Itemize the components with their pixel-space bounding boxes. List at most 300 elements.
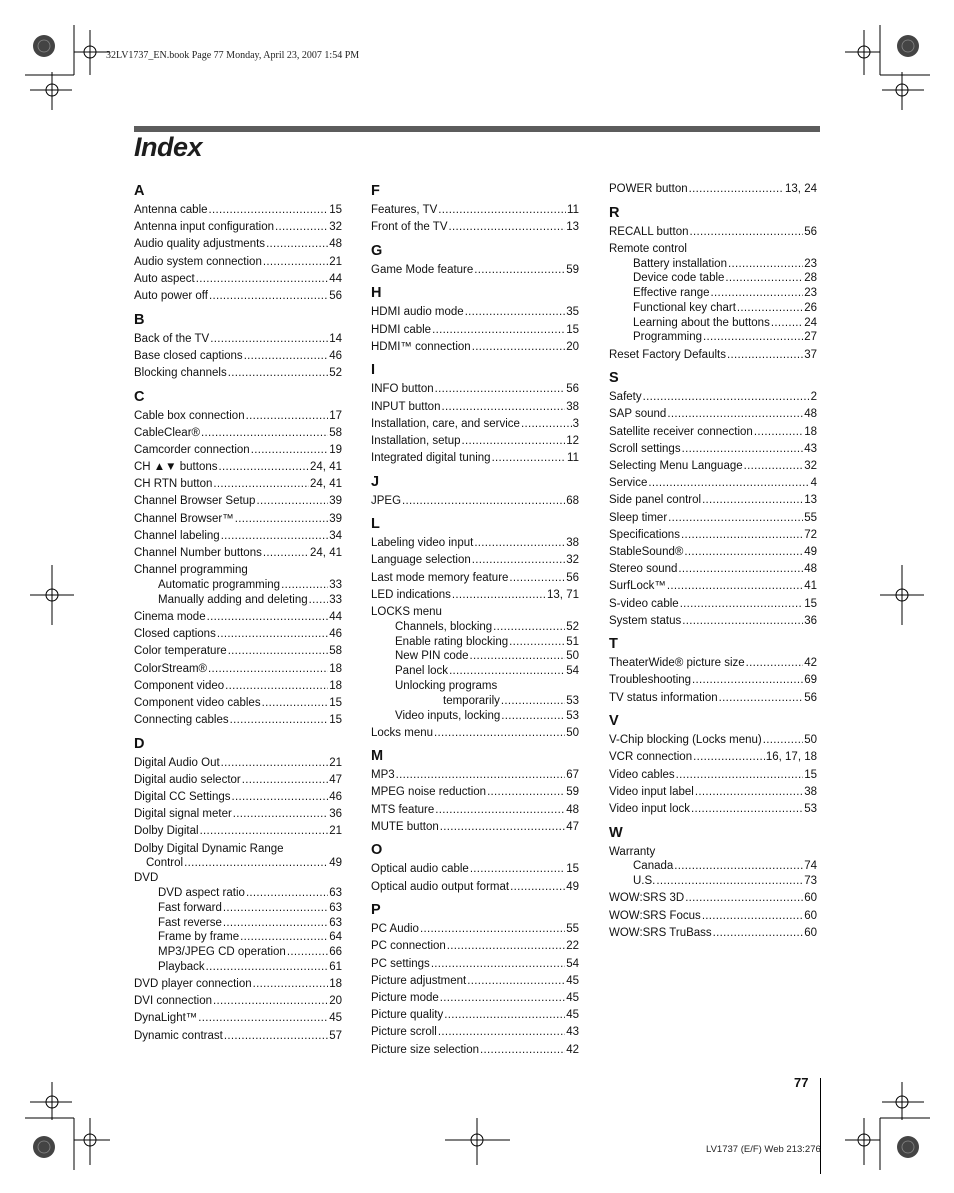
index-entry-term: JPEG <box>371 494 402 507</box>
index-entry <box>134 332 342 347</box>
index-entry-page: 16, 17, 18 <box>765 751 817 764</box>
dot-leader <box>771 316 803 331</box>
index-entry-term: Component video cables <box>134 696 261 709</box>
index-entry <box>371 553 579 568</box>
index-entry-term: MP3/JPEG CD operation <box>158 946 286 959</box>
dot-leader <box>233 807 328 822</box>
dot-leader <box>262 696 329 711</box>
index-entry-page: 60 <box>804 892 817 905</box>
index-entry-page: 15 <box>566 863 579 876</box>
index-entry-term: LOCKS menu <box>371 606 442 619</box>
index-entry-page: 42 <box>566 1043 579 1056</box>
dot-leader <box>763 733 803 748</box>
index-entry-page: 46 <box>329 349 342 362</box>
index-entry <box>134 477 342 492</box>
index-entry <box>609 511 817 526</box>
index-entry-term: WOW:SRS 3D <box>609 892 685 905</box>
index-entry-term: ColorStream® <box>134 662 208 675</box>
index-entry-term: CH ▲▼ buttons <box>134 461 218 474</box>
index-entry-page: 20 <box>329 995 342 1008</box>
index-entry <box>371 922 579 937</box>
dot-leader <box>754 425 803 440</box>
index-entry <box>371 880 579 895</box>
dot-leader <box>200 824 329 839</box>
index-entry-page: 74 <box>804 860 817 873</box>
margin-line <box>820 1078 821 1174</box>
index-letter-heading: I <box>371 362 376 379</box>
dot-leader <box>648 476 809 491</box>
dot-leader <box>678 562 803 577</box>
dot-leader <box>219 460 310 475</box>
index-letter-heading: H <box>371 285 382 302</box>
index-entry-page: 64 <box>329 931 342 944</box>
index-entry-term: Labeling video input <box>371 537 474 550</box>
index-entry-page: 53 <box>566 709 579 722</box>
index-entry <box>609 528 817 543</box>
dot-leader <box>668 511 803 526</box>
index-entry <box>371 203 579 218</box>
index-entry <box>609 926 817 941</box>
index-group-heading <box>371 605 579 620</box>
dot-leader <box>689 182 784 197</box>
dot-leader <box>487 785 565 800</box>
index-entry <box>609 425 817 440</box>
index-entry-term: Auto aspect <box>134 272 195 285</box>
index-entry <box>134 546 342 561</box>
dot-leader <box>246 886 328 901</box>
index-entry <box>134 426 342 441</box>
dot-leader <box>684 545 803 560</box>
index-entry <box>609 802 817 817</box>
index-entry-term: Antenna cable <box>134 204 208 216</box>
index-entry-page: 63 <box>329 916 342 929</box>
index-entry-page: 12 <box>566 434 579 447</box>
index-entry <box>609 459 817 474</box>
index-entry <box>371 991 579 1006</box>
index-entry-term: Auto power off <box>134 289 208 302</box>
index-entry-term: Installation, setup <box>371 434 461 447</box>
index-entry <box>134 627 342 642</box>
index-entry-page: 15 <box>329 696 342 709</box>
index-entry <box>134 349 342 364</box>
dot-leader <box>221 756 329 771</box>
index-entry <box>134 237 342 252</box>
index-entry-term: MP3 <box>371 769 395 782</box>
index-entry-page: 43 <box>566 1026 579 1039</box>
dot-leader <box>246 409 329 424</box>
index-entry-term: HDMI cable <box>371 323 432 336</box>
index-entry-term: Installation, care, and service <box>371 417 520 430</box>
index-entry-page: 55 <box>804 511 817 524</box>
index-letter-heading: P <box>371 902 381 919</box>
dot-leader <box>281 578 328 593</box>
index-entry <box>609 476 817 491</box>
index-entry-term: Channel Browser™ <box>134 512 234 525</box>
dot-leader <box>266 237 328 252</box>
dot-leader <box>449 664 565 679</box>
dot-leader <box>695 785 803 800</box>
dot-leader <box>256 494 328 509</box>
index-entry-term: Picture quality <box>371 1009 444 1022</box>
index-subentry <box>371 709 579 724</box>
index-group-heading <box>609 242 817 257</box>
index-entry-term: Learning about the buttons <box>633 316 770 329</box>
index-entry-page: 20 <box>566 340 579 353</box>
index-entry-term: Camcorder connection <box>134 443 250 456</box>
index-letter-heading: M <box>371 748 384 765</box>
index-entry <box>609 390 817 405</box>
dot-leader <box>470 649 566 664</box>
page-header: 32LV1737_EN.book Page 77 Monday, April 23, 2007 1:54 PM <box>106 50 360 61</box>
dot-leader <box>207 610 329 625</box>
index-entry <box>371 323 579 338</box>
index-entry-page: 18 <box>329 679 342 692</box>
index-subentry <box>134 945 342 960</box>
index-entry-term: DynaLight™ <box>134 1012 198 1025</box>
dot-leader <box>449 220 566 235</box>
index-entry-page: 13, 71 <box>547 588 579 601</box>
dot-leader <box>209 203 329 218</box>
dot-leader <box>184 856 328 871</box>
index-entry <box>134 203 342 218</box>
dot-leader <box>689 225 803 240</box>
index-letter-heading: C <box>134 388 145 405</box>
dot-leader <box>440 991 565 1006</box>
index-entry-term: Base closed captions <box>134 349 243 362</box>
index-entry-term: SAP sound <box>609 408 667 421</box>
dot-leader <box>746 656 804 671</box>
dot-leader <box>702 493 803 508</box>
index-entry <box>134 494 342 509</box>
index-group-heading <box>134 563 342 578</box>
index-entry-page: 49 <box>566 880 579 893</box>
index-entry-page: 32 <box>329 221 342 234</box>
index-entry <box>609 597 817 612</box>
index-entry-page: 33 <box>329 578 342 591</box>
dot-leader <box>209 289 328 304</box>
index-entry-term: Locks menu <box>371 726 434 739</box>
index-letter-heading: T <box>609 636 618 653</box>
dot-leader <box>441 400 565 415</box>
index-entry-term: Dolby Digital <box>134 825 199 838</box>
dot-leader <box>509 571 565 586</box>
dot-leader <box>462 434 566 449</box>
page-number: 77 <box>794 1075 809 1090</box>
index-entry-page: 15 <box>804 597 817 610</box>
index-entry <box>609 182 817 197</box>
index-entry-term: Device code table <box>633 272 725 285</box>
index-column-2 <box>371 182 579 1060</box>
index-entry-term: CableClear® <box>134 426 201 439</box>
dot-leader <box>224 1029 328 1044</box>
index-entry-term: Features, TV <box>371 204 438 216</box>
index-entry-term: INPUT button <box>371 400 441 413</box>
index-entry-page: 63 <box>329 886 342 899</box>
dot-leader <box>213 477 309 492</box>
dot-leader <box>656 874 803 889</box>
index-entry-page: 36 <box>804 614 817 627</box>
index-entry-term: HDMI™ connection <box>371 340 471 353</box>
index-entry-page: 14 <box>329 332 342 345</box>
dot-leader <box>230 713 329 728</box>
index-entry <box>609 691 817 706</box>
dot-leader <box>210 332 328 347</box>
index-entry-page: 4 <box>810 477 817 490</box>
index-entry-term: RECALL button <box>609 225 689 238</box>
dot-leader <box>465 305 566 320</box>
dot-leader <box>702 909 803 924</box>
index-subentry <box>609 874 817 889</box>
index-entry-page: 15 <box>566 323 579 336</box>
index-entry-page: 28 <box>804 272 817 285</box>
dot-leader <box>235 512 328 527</box>
dot-leader <box>396 768 566 783</box>
index-entry-term: Effective range <box>633 287 710 300</box>
index-entry-page: 36 <box>329 808 342 821</box>
index-entry-page: 51 <box>566 635 579 648</box>
dot-leader <box>242 773 328 788</box>
index-entry-page: 47 <box>566 820 579 833</box>
dot-leader <box>228 644 329 659</box>
dot-leader <box>674 859 803 874</box>
index-entry-term: Canada <box>633 860 674 873</box>
index-entry-page: 24 <box>804 316 817 329</box>
index-entry <box>134 790 342 805</box>
index-entry-term: Connecting cables <box>134 714 229 727</box>
dot-leader <box>431 957 565 972</box>
index-entry <box>134 272 342 287</box>
index-entry-term: Channels, blocking <box>395 620 493 633</box>
dot-leader <box>744 459 804 474</box>
index-entry <box>134 366 342 381</box>
index-entry-page: 15 <box>329 714 342 727</box>
index-entry-page: 32 <box>804 460 817 472</box>
index-entry-page: 23 <box>804 257 817 270</box>
index-letter-heading: G <box>371 242 383 259</box>
index-entry-page: 48 <box>566 803 579 816</box>
index-entry-term: Panel lock <box>395 665 449 678</box>
index-entry-term: Cinema mode <box>134 610 206 623</box>
index-letter-heading: A <box>134 183 145 199</box>
index-entry <box>371 588 579 603</box>
index-entry-term: PC settings <box>371 957 430 970</box>
index-entry-page: 49 <box>329 857 342 870</box>
index-entry <box>371 1043 579 1058</box>
index-entry-page: 13 <box>566 221 579 234</box>
dot-leader <box>223 916 328 931</box>
dot-leader <box>727 348 803 363</box>
index-subentry <box>134 930 342 945</box>
index-entry-term: S-video cable <box>609 597 679 610</box>
dot-leader <box>244 349 329 364</box>
index-entry-term: Frame by frame <box>158 931 240 944</box>
index-entry-page: 34 <box>329 529 342 542</box>
index-entry <box>134 994 342 1009</box>
index-entry-page: 46 <box>329 628 342 641</box>
index-letter-heading: L <box>371 516 380 533</box>
dot-leader <box>225 679 328 694</box>
index-letter-heading: S <box>609 370 619 387</box>
index-entry-page: 3 <box>572 417 579 430</box>
index-entry-page: 33 <box>329 593 342 606</box>
index-entry-page: 35 <box>566 306 579 319</box>
index-entry-page: 50 <box>804 734 817 747</box>
index-entry-term: Component video <box>134 679 225 692</box>
dot-leader <box>198 1011 328 1026</box>
index-entry-page: 48 <box>804 408 817 421</box>
index-entry-term: Front of the TV <box>371 221 448 234</box>
index-entry-term: Closed captions <box>134 628 216 641</box>
index-entry-page: 39 <box>329 512 342 525</box>
index-entry-term: Satellite receiver connection <box>609 425 753 438</box>
index-subentry <box>134 916 342 931</box>
index-entry-page: 53 <box>804 803 817 815</box>
dot-leader <box>447 939 565 954</box>
index-entry-term: Fast forward <box>158 901 222 914</box>
index-letter-heading: F <box>371 183 380 199</box>
index-entry-page: 60 <box>804 926 817 939</box>
dot-leader <box>263 255 328 270</box>
index-entry-term: MPEG noise reduction <box>371 786 487 799</box>
dot-leader <box>643 390 810 405</box>
dot-leader <box>470 862 565 877</box>
index-entry <box>609 656 817 671</box>
dot-leader <box>435 382 566 397</box>
index-entry-term: V-Chip blocking (Locks menu) <box>609 734 762 747</box>
index-entry-term: Optical audio cable <box>371 863 469 876</box>
dot-leader <box>232 790 329 805</box>
index-entry-term: WOW:SRS Focus <box>609 909 701 922</box>
index-entry <box>134 512 342 527</box>
dot-leader <box>725 271 803 286</box>
index-entry <box>134 807 342 822</box>
dot-leader <box>682 614 803 629</box>
index-entry <box>371 494 579 509</box>
index-entry <box>371 417 579 432</box>
dot-leader <box>420 922 565 937</box>
index-entry <box>371 862 579 877</box>
index-entry-page: 17 <box>329 409 342 422</box>
index-entry-page: 11 <box>567 452 579 465</box>
index-entry <box>134 644 342 659</box>
dot-leader <box>438 203 566 218</box>
dot-leader <box>474 263 565 278</box>
index-entry-term: HDMI audio mode <box>371 306 464 319</box>
dot-leader <box>196 272 328 287</box>
dot-leader <box>240 930 328 945</box>
dot-leader <box>472 553 565 568</box>
index-entry-term: Manually adding and deleting <box>158 593 308 606</box>
dot-leader <box>223 901 328 916</box>
index-entry-term: Audio system connection <box>134 255 262 268</box>
index-entry-page: 18 <box>329 978 342 991</box>
dot-leader <box>691 802 803 817</box>
index-entry <box>371 400 579 415</box>
index-entry-term: CH RTN button <box>134 478 213 491</box>
index-entry <box>371 536 579 551</box>
index-entry <box>371 939 579 954</box>
index-entry-term: Video inputs, locking <box>395 709 501 722</box>
page-title: Index <box>134 132 203 162</box>
index-entry-page: 50 <box>566 650 579 663</box>
index-entry-term: INFO button <box>371 383 434 396</box>
index-subentry <box>609 330 817 345</box>
index-entry-page: 44 <box>329 610 342 623</box>
index-entry <box>371 1008 579 1023</box>
dot-leader <box>676 768 804 783</box>
dot-leader <box>432 323 565 338</box>
index-entry-term: Channel programming <box>134 564 248 577</box>
index-letter-heading: R <box>609 204 620 221</box>
index-entry-term: Channel Browser Setup <box>134 495 256 508</box>
index-entry <box>134 713 342 728</box>
index-subentry <box>609 257 817 272</box>
index-entry-term: Troubleshooting <box>609 674 692 687</box>
index-group-heading <box>134 871 342 886</box>
index-entry-term: TV status information <box>609 691 718 704</box>
dot-leader <box>501 694 565 709</box>
index-entry-page: 32 <box>566 554 579 567</box>
index-entry <box>371 1025 579 1040</box>
dot-leader <box>440 820 565 835</box>
index-entry-term: Side panel control <box>609 494 702 507</box>
index-entry-page: 23 <box>804 287 817 300</box>
dot-leader <box>467 974 565 989</box>
dot-leader <box>493 620 565 635</box>
index-entry <box>609 750 817 765</box>
index-entry-term: System status <box>609 614 682 627</box>
index-entry-page: 15 <box>804 768 817 781</box>
dot-leader <box>501 709 565 724</box>
index-entry-term: Playback <box>158 960 205 973</box>
dot-leader <box>402 494 565 509</box>
index-entry-term: PC Audio <box>371 923 419 936</box>
index-entry <box>371 220 579 235</box>
index-entry-term: New PIN code <box>395 650 469 663</box>
index-entry-page: 48 <box>804 563 817 576</box>
dot-leader <box>206 960 329 975</box>
index-entry-page: 37 <box>804 348 817 361</box>
index-entry-page: 43 <box>804 442 817 455</box>
index-entry-page: 54 <box>566 665 579 678</box>
index-entry <box>134 1011 342 1026</box>
index-entry-term: StableSound® <box>609 545 684 558</box>
index-entry <box>609 493 817 508</box>
index-entry <box>609 579 817 594</box>
index-entry-page: 38 <box>804 785 817 798</box>
index-entry <box>134 255 342 270</box>
index-entry-page: 56 <box>329 289 342 302</box>
dot-leader <box>444 1008 565 1023</box>
index-entry-term: Language selection <box>371 554 471 567</box>
dot-leader <box>201 426 328 441</box>
index-entry <box>609 545 817 560</box>
index-entry-term: Blocking channels <box>134 366 227 379</box>
index-entry-page: 27 <box>804 331 817 344</box>
index-subentry <box>609 271 817 286</box>
index-entry-page: 61 <box>329 960 342 973</box>
dot-leader <box>213 994 328 1009</box>
index-entry-term: Dolby Digital Dynamic Range <box>134 842 284 855</box>
index-entry-page: 56 <box>566 571 579 584</box>
index-entry-page: 2 <box>810 391 817 404</box>
index-subentry <box>371 635 579 650</box>
index-entry-term: Safety <box>609 391 642 404</box>
index-entry-page: 59 <box>566 786 579 799</box>
index-entry <box>371 340 579 355</box>
index-subentry <box>371 620 579 635</box>
index-group-heading <box>134 842 342 857</box>
